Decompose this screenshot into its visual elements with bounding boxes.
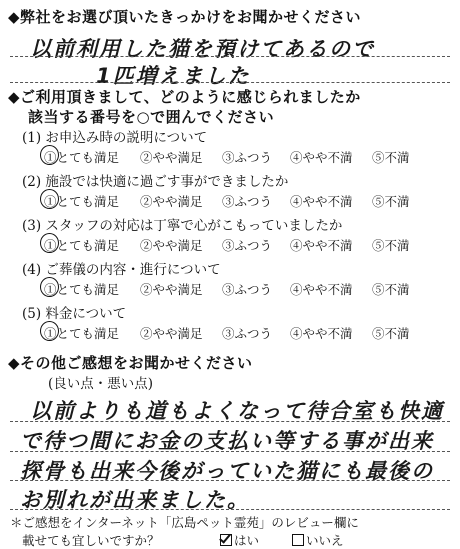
question-label: (3) スタッフの対応は丁寧で心がこもっていましたか [22, 218, 343, 234]
selection-circle-mark [40, 189, 59, 209]
section3-title: ◆その他ご感想をお聞かせください [8, 354, 253, 372]
question-label: (2) 施設では快適に過ごす事ができましたか [22, 174, 289, 190]
answer-rule [10, 451, 450, 452]
question-label: (5) 料金について [22, 306, 127, 322]
section1-title: ◆弊社をお選び頂いたきっかけをお聞かせください [8, 8, 362, 26]
rating-option[interactable]: ⑤不満 [372, 326, 410, 341]
rating-option[interactable]: ⑤不満 [372, 150, 410, 165]
question-label: (1) お申込み時の説明について [22, 130, 208, 146]
consent-no-label: いいえ [306, 533, 344, 548]
answer-rule [10, 421, 450, 422]
section2-title: ◆ご利用頂きまして、どのように感じられましたか [8, 88, 361, 106]
section1-answer-line-2: 1匹増えました [96, 64, 251, 88]
rating-option[interactable]: ⑤不満 [372, 194, 410, 209]
rating-option[interactable]: ①とても満足 [44, 150, 120, 165]
rating-option[interactable]: ①とても満足 [44, 282, 120, 297]
answer-rule [10, 82, 450, 83]
rating-option[interactable]: ②やや満足 [140, 282, 203, 297]
rating-option[interactable]: ⑤不満 [372, 238, 410, 253]
rating-option[interactable]: ①とても満足 [44, 326, 120, 341]
section2-instruction: 該当する番号を○で囲んでください [28, 108, 275, 126]
rating-option[interactable]: ③ふつう [222, 194, 273, 209]
consent-yes-checkbox[interactable] [220, 534, 232, 546]
answer-rule [10, 480, 450, 481]
rating-option[interactable]: ②やや満足 [140, 238, 203, 253]
consent-yes[interactable] [220, 531, 259, 549]
selection-circle-mark [40, 321, 59, 341]
consent-yes-label: はい [234, 533, 260, 548]
consent-no[interactable] [292, 531, 344, 549]
consent-no-checkbox[interactable] [292, 534, 304, 546]
rating-option[interactable]: ③ふつう [222, 326, 273, 341]
rating-option[interactable]: ③ふつう [222, 238, 273, 253]
rating-option[interactable]: ①とても満足 [44, 238, 120, 253]
rating-option[interactable]: ⑤不満 [372, 282, 410, 297]
rating-option[interactable]: ④やや不満 [290, 238, 353, 253]
rating-option[interactable]: ④やや不満 [290, 326, 353, 341]
section3-answer-line-2: で待つ間にお金の支払い等する事が出来 [20, 429, 434, 453]
section3-answer-line-4: お別れが出来ました。 [20, 488, 250, 512]
review-consent-question: ＊ご感想をインターネット「広島ペット霊苑」のレビュー欄に [10, 515, 359, 530]
section3-subtitle: (良い点・悪い点) [48, 376, 154, 392]
review-consent-question-line2: 載せても宜しいですか？ [22, 533, 160, 548]
rating-option[interactable]: ③ふつう [222, 282, 273, 297]
section3-answer-line-3: 探骨も出来今後がっていた猫にも最後の [20, 459, 434, 483]
rating-option[interactable]: ①とても満足 [44, 194, 120, 209]
selection-circle-mark [40, 233, 59, 253]
rating-option[interactable]: ④やや不満 [290, 282, 353, 297]
rating-option[interactable]: ④やや不満 [290, 194, 353, 209]
section3-answer-line-1: 以前よりも道もよくなって待合室も快適 [30, 399, 444, 423]
rating-option[interactable]: ②やや満足 [140, 326, 203, 341]
selection-circle-mark [40, 145, 59, 165]
rating-option[interactable]: ③ふつう [222, 150, 273, 165]
answer-rule [10, 56, 450, 57]
rating-option[interactable]: ②やや満足 [140, 194, 203, 209]
rating-option[interactable]: ②やや満足 [140, 150, 203, 165]
selection-circle-mark [40, 277, 59, 297]
question-label: (4) ご葬儀の内容・進行について [22, 262, 221, 278]
section1-answer-line-1: 以前利用した猫を預けてあるので [30, 37, 375, 61]
rating-option[interactable]: ④やや不満 [290, 150, 353, 165]
answer-rule [10, 509, 450, 510]
